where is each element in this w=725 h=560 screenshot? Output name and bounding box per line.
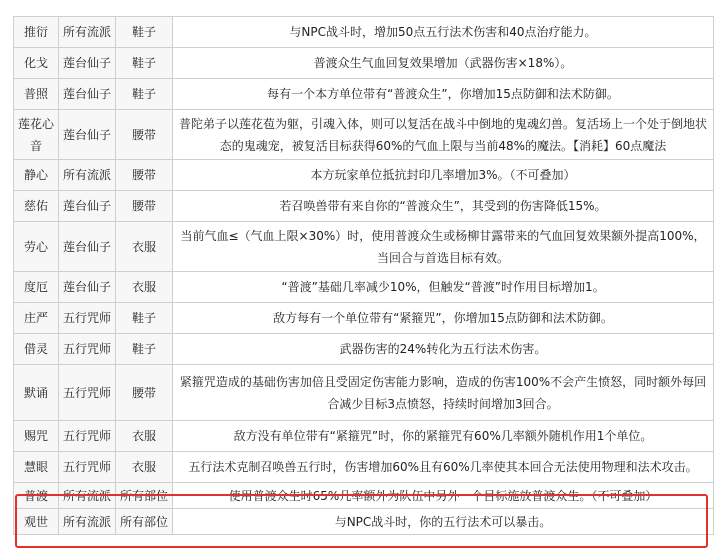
table-row <box>14 48 714 79</box>
slot-cell: 腰带 <box>116 160 173 191</box>
effect-cell: “普渡”基础几率减少10%，但触发“普渡”时作用目标增加1。 <box>173 272 714 303</box>
school-cell: 莲台仙子 <box>59 48 116 79</box>
slot-cell: 腰带 <box>116 365 173 421</box>
table-row <box>14 110 714 160</box>
skill-name: 普照 <box>14 79 59 110</box>
school-cell: 五行咒师 <box>59 303 116 334</box>
skill-name: 劳心 <box>14 222 59 272</box>
effect-cell: 当前气血≤（气血上限×30%）时，使用普渡众生或杨柳甘露带来的气血回复效果额外提高100%，当回合与首选目标有效。 <box>173 222 714 272</box>
slot-cell: 鞋子 <box>116 334 173 365</box>
skill-name: 慈佑 <box>14 191 59 222</box>
school-cell: 五行咒师 <box>59 421 116 452</box>
effect-cell: 敌方每有一个单位带有“紧箍咒”，你增加15点防御和法术防御。 <box>173 303 714 334</box>
slot-cell: 腰带 <box>116 110 173 160</box>
school-cell: 五行咒师 <box>59 334 116 365</box>
table-row <box>14 303 714 334</box>
table-row <box>14 365 714 421</box>
effect-cell: 普渡众生气血回复效果增加（武器伤害×18%）。 <box>173 48 714 79</box>
skill-name: 推衍 <box>14 17 59 48</box>
effect-cell: 五行法术克制召唤兽五行时，伤害增加60%且有60%几率使其本回合无法使用物理和法术攻击。 <box>173 452 714 483</box>
effect-cell: 武器伤害的24%转化为五行法术伤害。 <box>173 334 714 365</box>
effect-cell: 普陀弟子以莲花苞为躯，引魂入体，则可以复活在战斗中倒地的鬼魂幻兽。复活场上一个处于倒地状态的鬼魂宠，被复活目标获得60%的气血上限与当前48%的魔法。【消耗】60点魔法 <box>173 110 714 160</box>
skill-name: 度厄 <box>14 272 59 303</box>
table-row <box>14 272 714 303</box>
table-row <box>14 160 714 191</box>
slot-cell: 衣服 <box>116 272 173 303</box>
table-row <box>14 452 714 483</box>
effect-cell: 本方玩家单位抵抗封印几率增加3%。（不可叠加） <box>173 160 714 191</box>
slot-cell: 所有部位 <box>116 483 173 509</box>
slot-cell: 衣服 <box>116 222 173 272</box>
effect-cell: 紧箍咒造成的基础伤害加倍且受固定伤害能力影响，造成的伤害100%不会产生愤怒，同时额外每回合减少目标3点愤怒，持续时间增加3回合。 <box>173 365 714 421</box>
slot-cell: 所有部位 <box>116 509 173 535</box>
school-cell: 所有流派 <box>59 509 116 535</box>
effect-cell: 每有一个本方单位带有“普渡众生”，你增加15点防御和法术防御。 <box>173 79 714 110</box>
skill-name: 赐咒 <box>14 421 59 452</box>
skill-table-body <box>14 17 714 535</box>
effect-cell: 敌方没有单位带有“紧箍咒”时，你的紧箍咒有60%几率额外随机作用1个单位。 <box>173 421 714 452</box>
table-row <box>14 191 714 222</box>
effect-cell: 与NPC战斗时，增加50点五行法术伤害和40点治疗能力。 <box>173 17 714 48</box>
slot-cell: 鞋子 <box>116 79 173 110</box>
skill-name: 庄严 <box>14 303 59 334</box>
school-cell: 所有流派 <box>59 160 116 191</box>
skill-name: 静心 <box>14 160 59 191</box>
table-row <box>14 421 714 452</box>
table-row-highlighted <box>14 509 714 535</box>
effect-cell: 使用普渡众生时65%几率额外为队伍中另外一个目标施放普渡众生。（不可叠加） <box>173 483 714 509</box>
effect-cell: 与NPC战斗时，你的五行法术可以暴击。 <box>173 509 714 535</box>
skill-name: 借灵 <box>14 334 59 365</box>
skill-name: 观世 <box>14 509 59 535</box>
school-cell: 莲台仙子 <box>59 191 116 222</box>
school-cell: 莲台仙子 <box>59 222 116 272</box>
table-row <box>14 334 714 365</box>
school-cell: 莲台仙子 <box>59 110 116 160</box>
slot-cell: 衣服 <box>116 421 173 452</box>
slot-cell: 腰带 <box>116 191 173 222</box>
school-cell: 五行咒师 <box>59 452 116 483</box>
school-cell: 莲台仙子 <box>59 79 116 110</box>
table-row-highlighted <box>14 483 714 509</box>
skill-table <box>13 16 714 535</box>
effect-cell: 若召唤兽带有来自你的“普渡众生”，其受到的伤害降低15%。 <box>173 191 714 222</box>
skill-name: 慧眼 <box>14 452 59 483</box>
school-cell: 所有流派 <box>59 483 116 509</box>
school-cell: 所有流派 <box>59 17 116 48</box>
table-row <box>14 79 714 110</box>
skill-name: 默诵 <box>14 365 59 421</box>
skill-name: 莲花心音 <box>14 110 59 160</box>
slot-cell: 鞋子 <box>116 17 173 48</box>
skill-name: 化戈 <box>14 48 59 79</box>
skill-name: 普渡 <box>14 483 59 509</box>
school-cell: 五行咒师 <box>59 365 116 421</box>
table-row <box>14 222 714 272</box>
slot-cell: 衣服 <box>116 452 173 483</box>
slot-cell: 鞋子 <box>116 48 173 79</box>
school-cell: 莲台仙子 <box>59 272 116 303</box>
slot-cell: 鞋子 <box>116 303 173 334</box>
table-row <box>14 17 714 48</box>
